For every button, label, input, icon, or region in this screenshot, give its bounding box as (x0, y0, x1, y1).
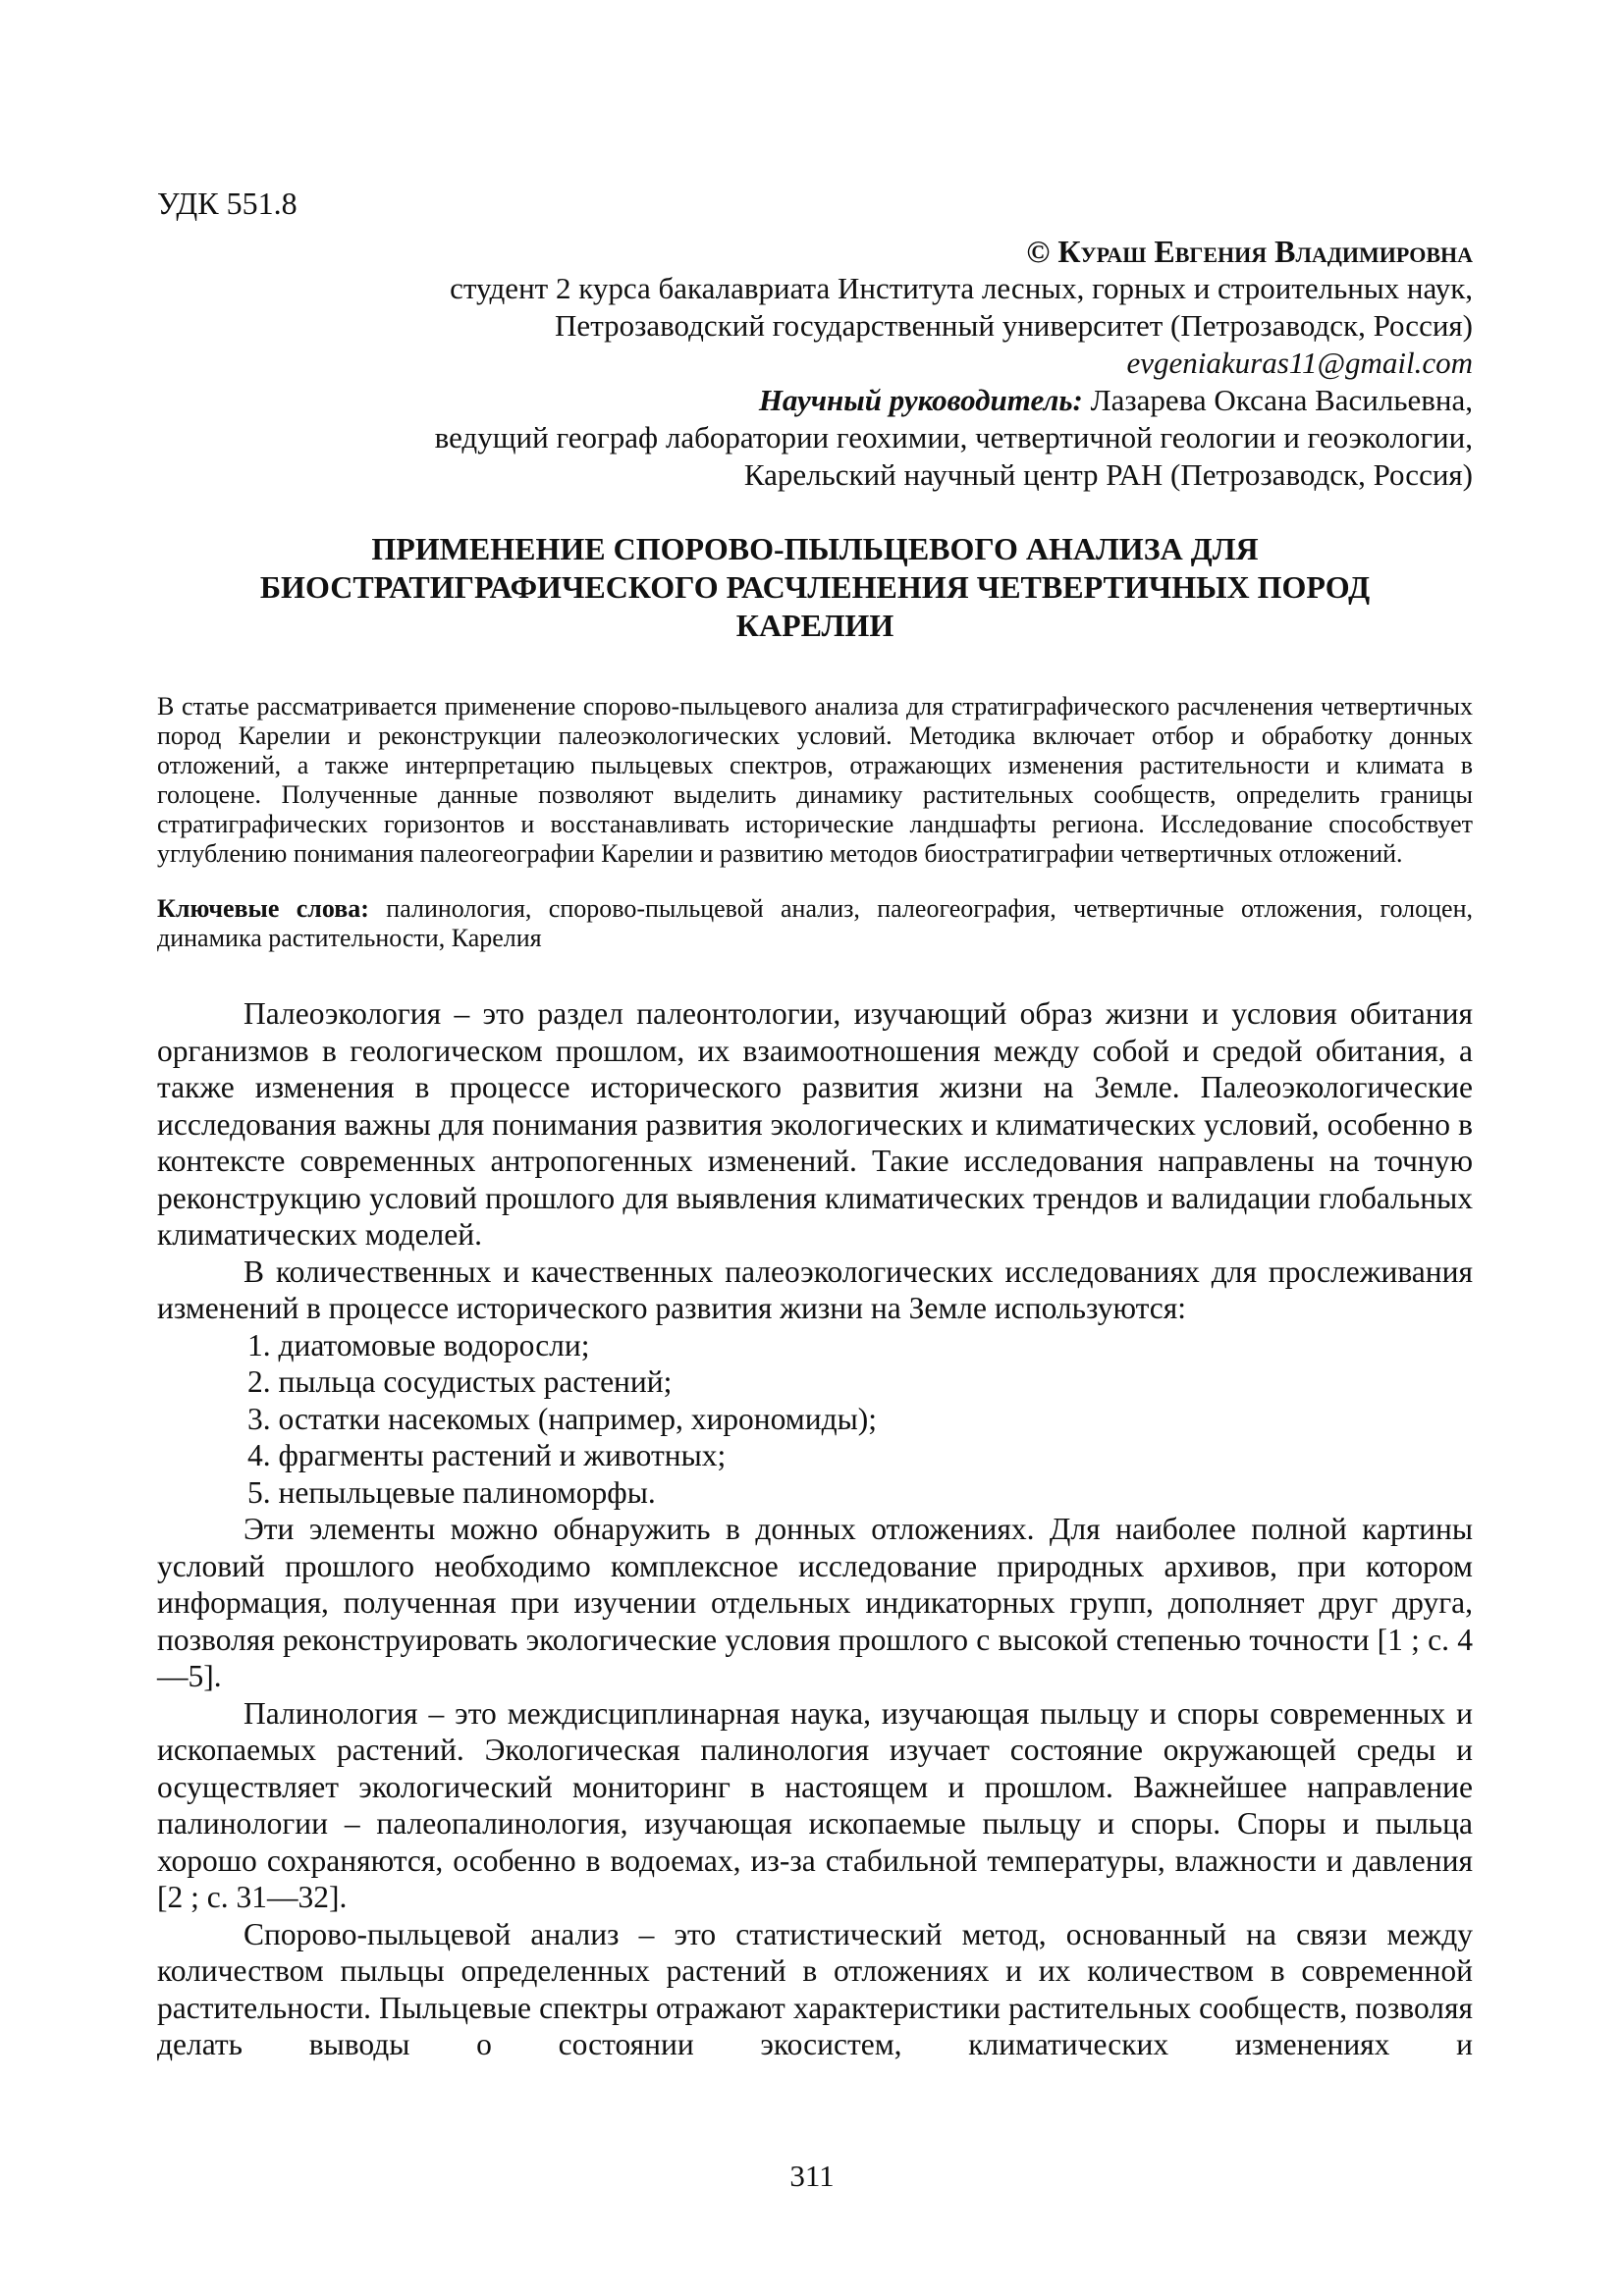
list-item-2: 2. пыльца сосудистых растений; (247, 1364, 673, 1399)
list-item-4: 4. фрагменты растений и животных; (247, 1438, 727, 1472)
numbered-list (157, 1327, 1473, 1512)
affiliation-line-2: Петрозаводский государственный университет (Петрозаводск, Россия) (555, 308, 1473, 343)
author-name: © Кураш Евгения Владимировна (1026, 234, 1473, 269)
list-item-3: 3. остатки насекомых (например, хирономиды); (247, 1401, 878, 1436)
paragraph-paleoecology: Палеоэкология – это раздел палеонтологии, изучающий образ жизни и условия обитания организмов в геологическом прошлом, их взаимоотношения между собой и средой обитания, а также изменения в процессе исторического развития жизни на Земле. Палеоэкологические исследования важны для понимания развития экологических и климатических условий, особенно в контексте современных антропогенных изменений. Такие исследования направлены на точную реконструкцию условий прошлого для выявления климатических трендов и валидации глобальных климатических моделей. (157, 996, 1473, 1252)
abstract-paragraph: В статье рассматривается применение спорово-пыльцевого анализа для стратиграфического расчленения четвертичных пород Карелии и реконструкции палеоэкологических условий. Методика включает отбор и обработку донных отложений, а также интерпретацию пыльцевых спектров, отражающих изменения растительности и климата в голоцене. Полученные данные позволяют выделить динамику растительных сообществ, определить границы стратиграфических горизонтов и восстанавливать исторические ландшафты региона. Исследование способствует углублению понимания палеогеографии Карелии и развитию методов биостратиграфии четвертичных отложений. (157, 692, 1473, 868)
article-title (157, 530, 1473, 645)
page-number: 311 (789, 2159, 835, 2193)
list-item-5: 5. непыльцевые палиноморфы. (247, 1474, 656, 1510)
keywords-list: палинология, спорово-пыльцевой анализ, палеогеография, четвертичные отложения, голоцен, динамика растительности, Карелия (157, 894, 1473, 952)
author-block (157, 233, 1473, 494)
advisor-label: Научный руководитель: (758, 383, 1083, 417)
title-line-3: КАРЕЛИИ (735, 608, 894, 643)
affiliation-line-1: студент 2 курса бакалавриата Института лесных, горных и строительных наук, (450, 271, 1473, 305)
advisor-name: Лазарева Оксана Васильевна, (1082, 383, 1473, 417)
paragraph-palynology: Палинология – это междисциплинарная наука, изучающая пыльцу и споры современных и ископаемых растений. Экологическая палинология изучает состояние окружающей среды и осуществляет экологический мониторинг в настоящем и прошлом. Важнейшее направление палинологии – палеопалинология, изучающая ископаемые пыльцу и споры. Споры и пыльца хорошо сохраняются, особенно в водоемах, из-за стабильной температуры, влажности и давления [2 ; с. 31—32]. (157, 1695, 1473, 1914)
text-column (0, 185, 1624, 2063)
keywords-paragraph (157, 894, 1473, 953)
advisor-affiliation-line-1: ведущий географ лаборатории геохимии, четвертичной геологии и геоэкологии, (434, 420, 1473, 454)
title-line-2: БИОСТРАТИГРАФИЧЕСКОГО РАСЧЛЕНЕНИЯ ЧЕТВЕРТИЧНЫХ ПОРОД (259, 569, 1371, 605)
keywords-label: Ключевые слова: (157, 894, 369, 923)
paragraph-research-intro: В количественных и качественных палеоэкологических исследованиях для прослеживания изменений в процессе исторического развития жизни на Земле используются: (157, 1254, 1473, 1325)
advisor-affiliation-line-2: Карельский научный центр РАН (Петрозаводск, Россия) (743, 457, 1473, 492)
paragraph-elements: Эти элементы можно обнаружить в донных отложениях. Для наиболее полной картины условий прошлого необходимо комплексное исследование природных архивов, при котором информация, полученная при изучении отдельных индикаторных групп, дополняет друг друга, позволяя реконструировать экологические условия прошлого с высокой степенью точности [1 ; с. 4—5]. (157, 1512, 1473, 1693)
udk-code: УДК 551.8 (157, 186, 298, 221)
advisor-line (157, 382, 1473, 419)
list-item-1: 1. диатомовые водоросли; (247, 1327, 590, 1362)
article-body (157, 995, 1473, 2063)
paragraph-spore-pollen-analysis: Спорово-пыльцевой анализ – это статистический метод, основанный на связи между количеством пыльцы определенных растений в отложениях и их количеством в современной растительности. Пыльцевые спектры отражают характеристики растительных сообществ, позволяя делать выводы о состоянии экосистем, климатических изменениях и (157, 1916, 1473, 2061)
title-line-1: ПРИМЕНЕНИЕ СПОРОВО-ПЫЛЬЦЕВОГО АНАЛИЗА ДЛЯ (371, 531, 1259, 566)
author-email: evgeniakuras11@gmail.com (1126, 346, 1473, 380)
